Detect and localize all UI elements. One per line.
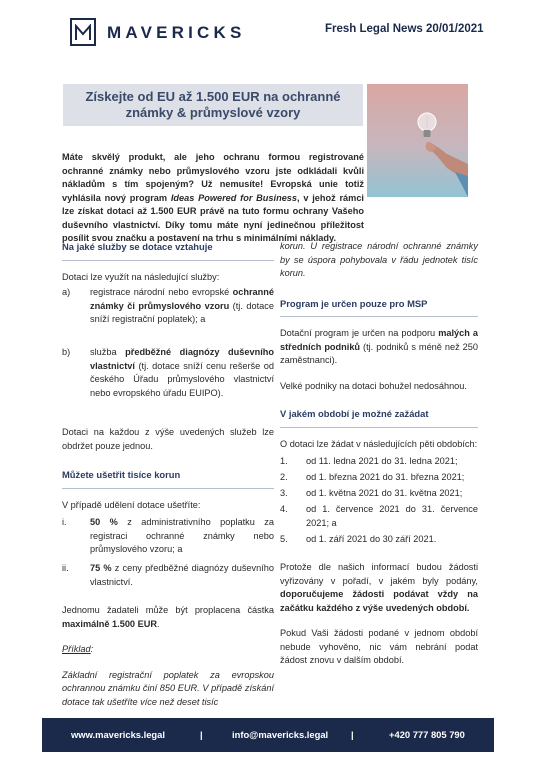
section-heading-msp: Program je určen pouze pro MSP xyxy=(280,297,428,309)
list-label: i. xyxy=(62,517,67,527)
intro-paragraph xyxy=(62,151,364,246)
heading-divider xyxy=(280,316,478,317)
list-item xyxy=(62,286,274,340)
item-text: registrace národní nebo evropské xyxy=(90,287,233,297)
item-bold: předběžné diagnózy duševního xyxy=(125,347,274,357)
section-heading-periods: V jakém období je možné zažádat xyxy=(280,408,429,419)
list-item xyxy=(280,471,478,487)
list-text: od 1. září 2021 do 30 září 2021. xyxy=(306,534,437,544)
intro-text-2: , v jehož rámci lze získat dotaci až 1.500 EUR právě na tuto formu ochrany Vašeho duševního vlastnictví. Díky tomu máte nyní jedinečnou příležitost posílit svou značku a postavení na trhu s minimálními náklady. xyxy=(62,192,364,243)
example-label xyxy=(62,643,274,657)
services-note: Dotaci na každou z výše uvedených služeb lze obdržet pouze jednou. xyxy=(62,427,274,451)
list-label: 5. xyxy=(280,534,288,544)
max-amount: maximálně 1.500 EUR xyxy=(62,618,157,629)
heading-divider xyxy=(62,488,274,489)
example-colon: : xyxy=(90,644,94,654)
paragraph-text: Jednomu žadateli může být proplacena částka xyxy=(62,605,274,615)
item-bold: vlastnictví xyxy=(90,360,135,371)
example-text: Základní registrační poplatek za evropskou ochrannou známku činí 850 EUR. V případě získání dotace tak ušetříte více než deset tisíc xyxy=(62,669,274,707)
large-companies-note: Velké podniky na dotaci bohužel nedosáhnou. xyxy=(280,380,467,391)
list-label: 1. xyxy=(280,456,288,466)
example-continuation: korun. U registrace národní ochranné známky by se úspora pohybovala v řádu jednotek tisíc korun. xyxy=(280,241,478,278)
list-item xyxy=(62,562,274,590)
list-label: 4. xyxy=(280,504,288,514)
section-heading-savings: Můžete ušetřit tisíce korun xyxy=(62,469,181,480)
services-intro: Dotaci lze využít na následující služby: xyxy=(62,271,220,282)
title-line-1: Získejte od EU až 1.500 EUR na ochranné xyxy=(85,89,341,104)
paragraph-text: Protože dle našich informací budou žádosti vyřizovány v pořadí, v jakém byly podány, xyxy=(280,562,478,586)
footer-bar xyxy=(42,718,494,752)
email-link[interactable]: info@mavericks.legal xyxy=(232,729,329,740)
title-line-2: známky & průmyslové vzory xyxy=(125,105,301,120)
paragraph-text: . xyxy=(157,618,160,629)
right-column xyxy=(280,240,478,668)
recommendation-paragraph xyxy=(280,561,478,615)
page-title xyxy=(85,89,340,121)
list-label: a) xyxy=(62,287,71,297)
item-bold: 75 % xyxy=(90,563,112,573)
list-text: od 1. května 2021 do 31. května 2021; xyxy=(306,488,463,498)
list-item xyxy=(280,455,478,471)
heading-divider xyxy=(280,427,478,428)
website-link[interactable]: www.mavericks.legal xyxy=(71,729,165,740)
list-item xyxy=(62,346,274,414)
list-item xyxy=(62,516,274,558)
list-item xyxy=(280,533,478,549)
intro-text-1: Máte skvělý produkt, ale jeho ochranu formou registrované ochranné známky nebo průmyslového vzoru jste odkládali kvůli nákladům s tím spojeným? Už nemusíte! Evropská unie totiž vyhlásila nový program xyxy=(62,152,364,203)
section-heading-services: Na jaké služby se dotace vztahuje xyxy=(62,241,213,252)
list-text: od 1. července 2021 do 31. července 2021; a xyxy=(306,504,478,528)
phone-number[interactable]: +420 777 805 790 xyxy=(389,729,465,740)
list-text xyxy=(90,516,274,557)
paragraph-text: Dotační program je určen na podporu xyxy=(280,328,439,338)
paragraph-text: (tj. podniků s méně než 250 zaměstnanci). xyxy=(280,341,478,365)
example-label-text: Příklad xyxy=(62,644,91,654)
list-text: od 11. ledna 2021 do 31. ledna 2021; xyxy=(306,456,458,466)
logo-icon xyxy=(70,18,96,46)
recommendation-bold: doporučujeme žádosti podávat vždy na začátku každého z výše uvedených období. xyxy=(280,589,478,613)
brand-name: MAVERICKS xyxy=(107,23,246,42)
list-text xyxy=(90,562,274,589)
list-item xyxy=(280,503,478,533)
item-text: (tj. dotace sníží cenu rešerše od českého Úřadu průmyslového vlastnictví nebo evropského úřadu EUIPO). xyxy=(90,360,274,398)
list-text: od 1. března 2021 do 31. března 2021; xyxy=(306,472,465,482)
reapply-paragraph: Pokud Vaši žádosti podané v jednom období nebude vyhověno, nic vám nebrání podat žádost znovu v dalším období. xyxy=(280,628,478,665)
item-text: služba xyxy=(90,347,126,357)
item-bold: 50 % xyxy=(90,517,118,527)
list-label: ii. xyxy=(62,563,69,573)
msp-paragraph xyxy=(280,327,478,368)
item-text: z administrativního poplatku za registraci ochranné známky nebo průmyslového vzoru; a xyxy=(90,517,274,554)
list-label: b) xyxy=(62,347,71,357)
list-item xyxy=(280,487,478,503)
program-name: Ideas Powered for Business xyxy=(170,192,298,203)
list-text xyxy=(90,346,274,400)
list-text xyxy=(90,286,274,327)
left-column xyxy=(62,240,274,709)
lightbulb-in-hand-photo xyxy=(367,84,468,197)
list-label: 2. xyxy=(280,472,288,482)
periods-intro: O dotaci lze žádat v následujících pěti obdobích: xyxy=(280,438,478,449)
title-banner xyxy=(63,84,363,126)
footer-separator: | xyxy=(200,729,203,740)
heading-divider xyxy=(62,260,274,261)
item-text: (tj. dotace sníží registrační poplatek); a xyxy=(90,300,274,324)
list-label: 3. xyxy=(280,488,288,498)
newsletter-label: Fresh Legal News 20/01/2021 xyxy=(325,23,484,35)
msp-bold: malých a středních podniků xyxy=(280,328,478,352)
item-bold: vzoru xyxy=(204,300,230,311)
footer-separator: | xyxy=(351,729,354,740)
max-amount-paragraph xyxy=(62,604,274,631)
item-text: z ceny předběžné diagnózy duševního vlastnictví. xyxy=(90,563,274,587)
savings-intro: V případě udělení dotace ušetříte: xyxy=(62,499,201,510)
item-bold: ochranné známky či průmyslového xyxy=(90,287,274,311)
